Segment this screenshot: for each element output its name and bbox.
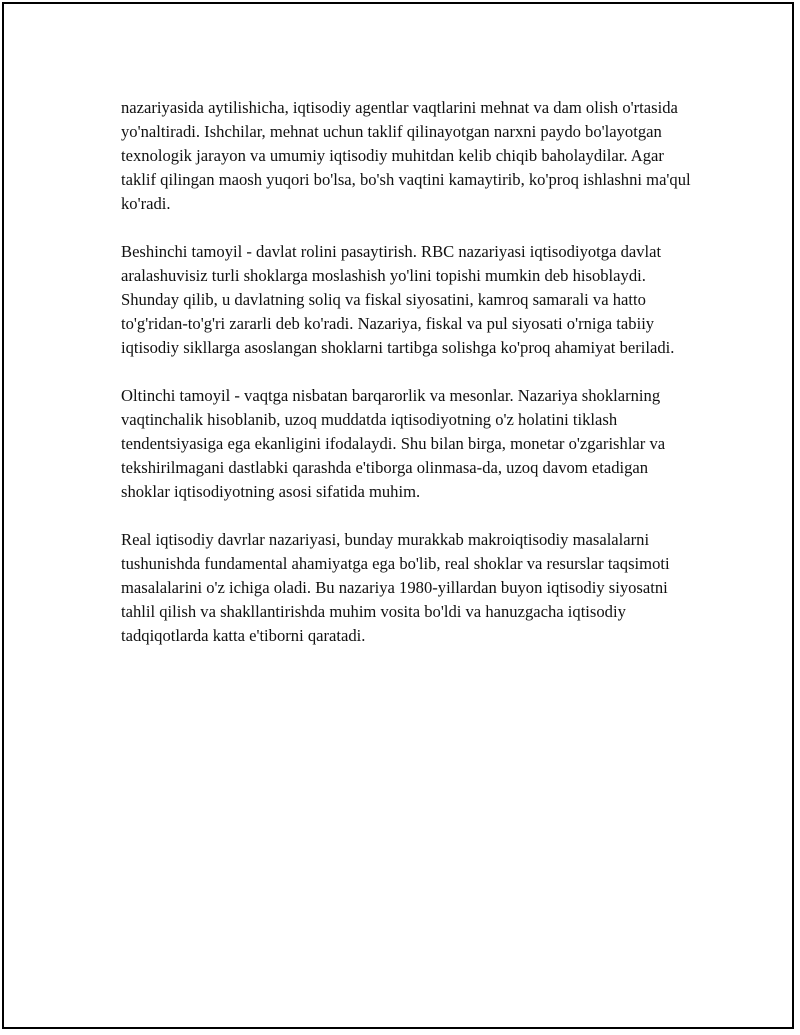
paragraph-sixth-principle: Oltinchi tamoyil - vaqtga nisbatan barqarorlik va mesonlar. Nazariya shoklarning vaqtinchalik hisoblanib, uzoq muddatda iqtisodiyotning o'z holatini tiklash tendentsiyasiga ega ekanligini ifodalaydi. Shu bilan birga, monetar o'zgarishlar va tekshirilmagani dastlabki qarashda e'tiborga olinmasa-da, uzoq davom etadigan shoklar iqtisodiyotning asosi sifatida muhim. [121, 386, 666, 501]
document-body [121, 96, 701, 672]
paragraph-fifth-principle: Beshinchi tamoyil - davlat rolini pasaytirish. RBC nazariyasi iqtisodiyotga davlat aralashuvisiz turli shoklarga moslashish yo'lini topishi mumkin deb hisoblaydi. Shunday qilib, u davlatning soliq va fiskal siyosatini, kamroq samarali va hatto to'g'ridan-to'g'ri zararli deb ko'radi. Nazariya, fiskal va pul siyosati o'rniga tabiiy iqtisodiy sikllarga asoslangan shoklarni tartibga solishga ko'proq ahamiyat beriladi. [121, 242, 675, 357]
document-page [2, 2, 794, 1029]
paragraph-conclusion: Real iqtisodiy davrlar nazariyasi, bunday murakkab makroiqtisodiy masalalarni tushunishda fundamental ahamiyatga ega bo'lib, real shoklar va resurslar taqsimoti masalalarini o'z ichiga oladi. Bu nazariya 1980-yillardan buyon iqtisodiy siyosatni tahlil qilish va shakllantirishda muhim vosita bo'ldi va hanuzgacha iqtisodiy tadqiqotlarda katta e'tiborni qaratadi. [121, 530, 670, 645]
paragraph-labor-leisure: nazariyasida aytilishicha, iqtisodiy agentlar vaqtlarini mehnat va dam olish o'rtasida yo'naltiradi. Ishchilar, mehnat uchun taklif qilinayotgan narxni paydo bo'layotgan texnologik jarayon va umumiy iqtisodiy muhitdan kelib chiqib baholaydilar. Agar taklif qilingan maosh yuqori bo'lsa, bo'sh vaqtini kamaytirib, ko'proq ishlashni ma'qul ko'radi. [121, 98, 691, 213]
